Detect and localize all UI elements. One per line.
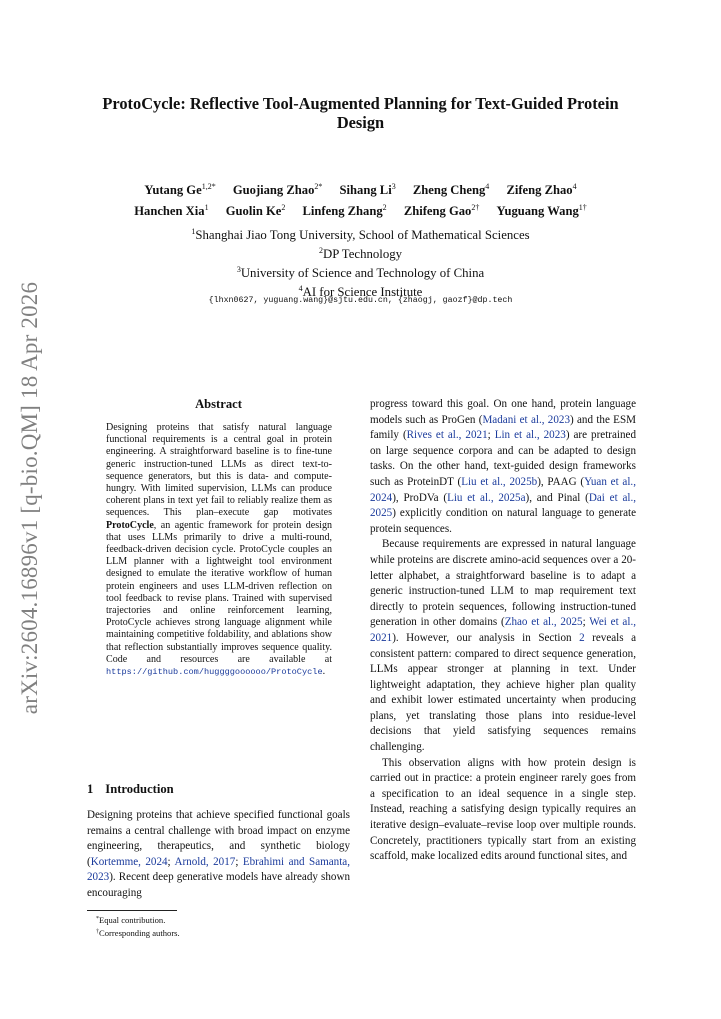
author: Linfeng Zhang$^2$ <box>302 203 387 218</box>
author: Zheng Cheng$^4$ <box>412 182 490 197</box>
author: Zhifeng Gao$^{2\dagger}$ <box>403 203 480 218</box>
body-paragraph: Because requirements are expressed in natural language while proteins are discrete amino-acid sequences over a 20-letter alphabet, a straightforward baseline is to adapt a generic instruction-tuned LLM to map requirement text directly to protein sequences, following instruction-tuned generation in other domains (Zhao et al., 2025; Wei et al., 2021). However, our analysis in Section 2 reveals a consistent pattern: compared to direct sequence generation, LLMs appear stronger at planning in text. Under lightweight adaptation, they achieve higher plan quality and exhibit lower estimated uncertainty when producing plans, yet translating those plans into residue-level decisions that yield satisfying sequences remains challenging. <box>370 538 637 754</box>
author-row <box>70 199 651 220</box>
paper-title: ProtoCycle: Reflective Tool-Augmented Planning for Text-Guided Protein Design <box>102 94 619 132</box>
author: Guojiang Zhao$^{2*}$ <box>232 182 323 197</box>
author: Yutang $Ge^{1,2*}$ <box>144 182 216 197</box>
affiliation: $^4$AI for Science Institute <box>298 284 423 299</box>
citation-link[interactable]: Dai et al., 2025 <box>370 491 636 520</box>
author: Zifeng Zhao$^4$ <box>506 182 577 197</box>
author-list <box>70 178 651 220</box>
footnote-divider <box>87 910 177 911</box>
affiliation: $^3$University of Science and Technology of China <box>236 265 485 280</box>
citation-link[interactable]: Yuan et al., 2024 <box>370 475 636 504</box>
code-link[interactable]: https://github.com/huggggoooooo/ProtoCycle <box>106 667 323 678</box>
citation-link[interactable]: Lin et al., 2023 <box>494 429 566 442</box>
citation-link[interactable]: Madani et al., 2023 <box>482 413 570 426</box>
author-row <box>70 178 651 199</box>
citation-link[interactable]: Rives et al., 2021 <box>406 429 488 442</box>
arxiv-stamp-text: arXiv:2604.16896v1 [q-bio.QM] 18 Apr 2026 <box>17 281 42 715</box>
citation-link[interactable]: Liu et al., 2025a <box>447 491 526 504</box>
author-emails: {lhxn0627, yuguang.wang}@sjtu.edu.cn, {zhaogj, gaozf}@dp.tech <box>208 296 513 305</box>
affiliation: $^2$DP Technology <box>318 246 403 261</box>
author: Hanchen Xia$^1$ <box>134 203 209 218</box>
right-column <box>370 397 636 865</box>
framework-name: ProtoCycle <box>106 519 154 531</box>
author: Guolin Ke$^2$ <box>225 203 286 218</box>
section-heading: 1 Introduction <box>87 782 174 796</box>
footnote: †Corresponding authors. <box>96 928 180 938</box>
citation-link[interactable]: Liu et al., 2025b <box>461 475 538 488</box>
citation-link[interactable]: Arnold, 2017 <box>174 855 236 868</box>
arxiv-stamp <box>10 278 50 718</box>
affiliation: $^1$Shanghai Jiao Tong University, School of Mathematical Sciences <box>191 227 530 242</box>
citation-link[interactable]: Ebrahimi and Samanta, 2023 <box>87 855 350 884</box>
body-paragraph: This observation aligns with how protein design is carried out in practice: a protein engineer rarely goes from a specification to an ideal sequence in a single step. Instead, reaching a satisfying design typically requires an iterative design–evaluate–revise loop over multiple rounds. Concretely, practitioners typically start from an existing scaffold, make localized edits around functional sites, and <box>370 756 636 863</box>
footnote: *Equal contribution. <box>96 915 166 925</box>
citation-link[interactable]: Kortemme, 2024 <box>90 855 168 868</box>
abstract-body: Designing proteins that satisfy natural language functional requirements is a central goal in protein engineering. A straightforward baseline is to fine-tune generic instruction-tuned LLMs as direct text-to-sequence generators, but this is data- and compute-hungry. With limited supervision, LLMs can produce coherent plans in text yet fail to reliably realize them as sequences. This plan–execute gap motivates ProtoCycle, an agentic framework for protein design that uses LLMs primarily to drive a multi-round, feedback-driven decision cycle. ProtoCycle couples an LLM planner with a lightweight tool environment designed to emulate the iterative workflow of human protein engineers and uses LLM-driven reflection on tool feedback to revise plans. Trained with supervised trajectories and online reinforcement learning, ProtoCycle achieves strong language alignment while maintaining competitive foldability, and ablations show that reflection substantially improves sequence quality. Code and resources are available at https://github.com/huggggoooooo/ProtoCycle. <box>106 422 332 678</box>
intro-paragraph: Designing proteins that achieve specified functional goals remains a central challenge with broad impact on enzyme engineering, therapeutics, and synthetic biology (Kortemme, 2024; Arnold, 2017; Ebrahimi and Samanta, 2023). Recent deep generative models have already shown encouraging <box>87 809 350 899</box>
author: Yuguang Wang$^{1\dagger}$ <box>496 203 587 218</box>
section-ref-link[interactable]: 2 <box>579 631 585 644</box>
body-paragraph: progress toward this goal. On one hand, protein language models such as ProGen (Madani et al., 2023) and the ESM family (Rives et al., 2021; Lin et al., 2023) are pretrained on large sequence corpora and can be adapted to design tasks. On the other hand, text-guided design frameworks such as ProteinDT (Liu et al., 2025b), PAAG (Yuan et al., 2024), ProDVa (Liu et al., 2025a), and Pinal (Dai et al., 2025) explicitly condition on natural language to generate protein sequences. <box>370 398 637 535</box>
footnotes <box>96 913 346 939</box>
abstract-heading: Abstract <box>195 397 242 411</box>
affiliations <box>70 224 651 300</box>
citation-link[interactable]: Zhao et al., 2025 <box>504 616 583 629</box>
citation-link[interactable]: Wei et al., 2021 <box>370 616 636 644</box>
author: Sihang Li$^3$ <box>339 182 396 197</box>
